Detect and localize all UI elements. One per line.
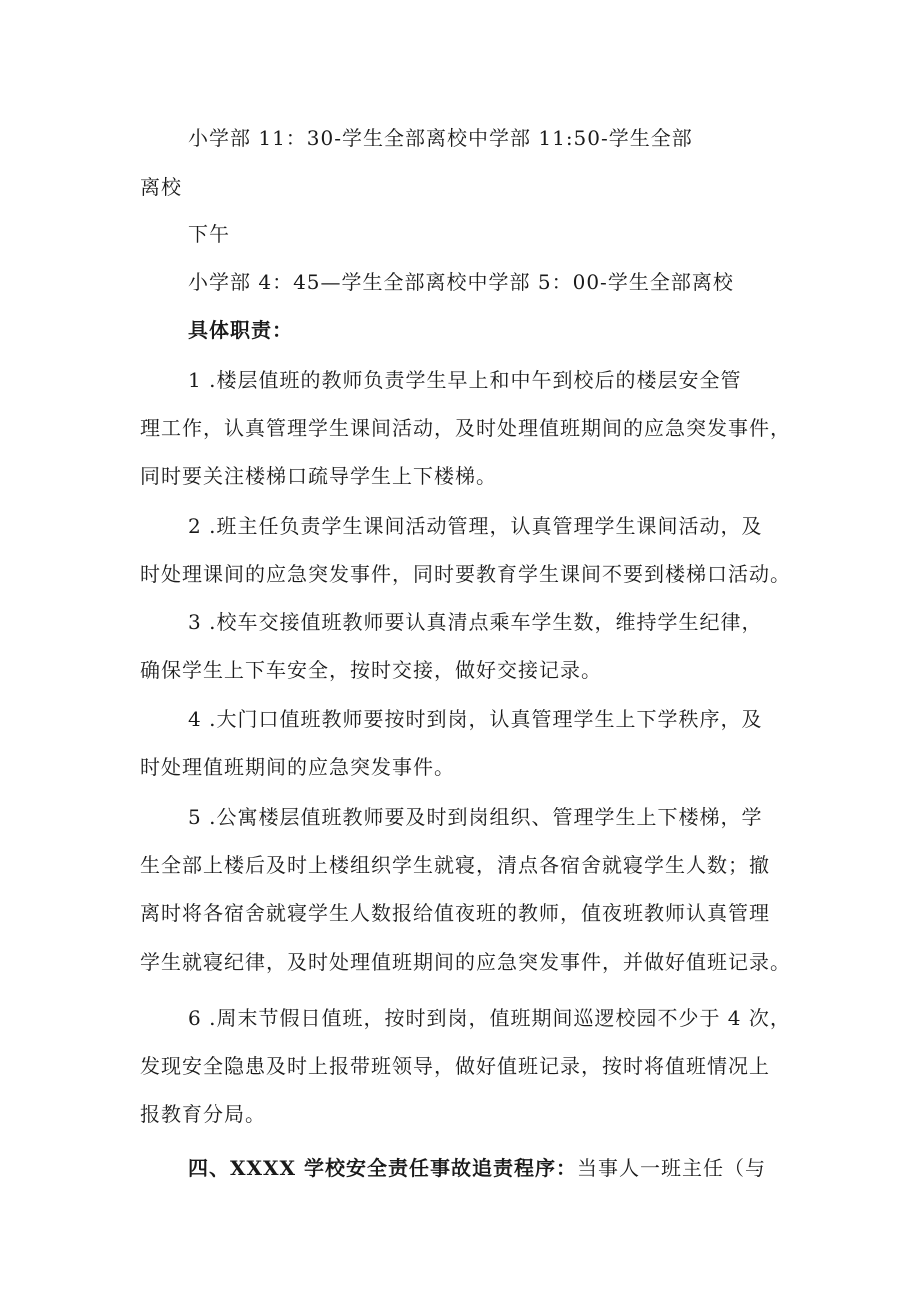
duties-heading: 具体职责： — [188, 318, 293, 342]
duty-5-line-1: 5 .公寓楼层值班教师要及时到岗组织、管理学生上下楼梯，学 — [188, 805, 763, 829]
duty-3-line-1: 3 .校车交接值班教师要认真清点乘车学生数，维持学生纪律， — [188, 610, 763, 634]
duty-4-line-2: 时处理值班期间的应急突发事件。 — [140, 755, 455, 779]
duty-5-line-2: 生全部上楼后及时上楼组织学生就寝，清点各宿舍就寝学生人数；撤 — [140, 853, 770, 877]
duty-1-line-2: 理工作，认真管理学生课间活动，及时处理值班期间的应急突发事件， — [140, 416, 791, 440]
duty-2-line-1: 2 .班主任负责学生课间活动管理，认真管理学生课间活动，及 — [188, 514, 763, 538]
duty-1-line-3: 同时要关注楼梯口疏导学生上下楼梯。 — [140, 464, 497, 488]
afternoon-label: 下午 — [188, 222, 230, 246]
schedule-noon-line-1: 小学部 11：30-学生全部离校中学部 11:50-学生全部 — [188, 126, 693, 150]
duty-5-line-3: 离时将各宿舍就寝学生人数报给值夜班的教师，值夜班教师认真管理 — [140, 901, 770, 925]
duty-6-line-1: 6 .周末节假日值班，按时到岗，值班期间巡逻校园不少于 4 次， — [188, 1006, 791, 1030]
duty-6-line-3: 报教育分局。 — [140, 1102, 266, 1126]
duty-2-line-2: 时处理课间的应急突发事件，同时要教育学生课间不要到楼梯口活动。 — [140, 562, 791, 586]
section-four-title: 四、XXXX 学校安全责任事故追责程序： — [188, 1156, 578, 1180]
section-four-text: 当事人一班主任（与 — [577, 1156, 767, 1180]
duty-3-line-2: 确保学生上下车安全，按时交接，做好交接记录。 — [140, 658, 602, 682]
duty-5-line-4: 学生就寝纪律，及时处理值班期间的应急突发事件，并做好值班记录。 — [140, 950, 791, 974]
section-four-heading — [188, 1154, 766, 1182]
schedule-afternoon-line: 小学部 4：45—学生全部离校中学部 5：00-学生全部离校 — [188, 270, 734, 294]
duty-1-line-1: 1 .楼层值班的教师负责学生早上和中午到校后的楼层安全管 — [188, 368, 742, 392]
duty-6-line-2: 发现安全隐患及时上报带班领导，做好值班记录，按时将值班情况上 — [140, 1054, 770, 1078]
schedule-noon-line-2: 离校 — [140, 175, 182, 199]
duty-4-line-1: 4 .大门口值班教师要按时到岗，认真管理学生上下学秩序，及 — [188, 707, 763, 731]
